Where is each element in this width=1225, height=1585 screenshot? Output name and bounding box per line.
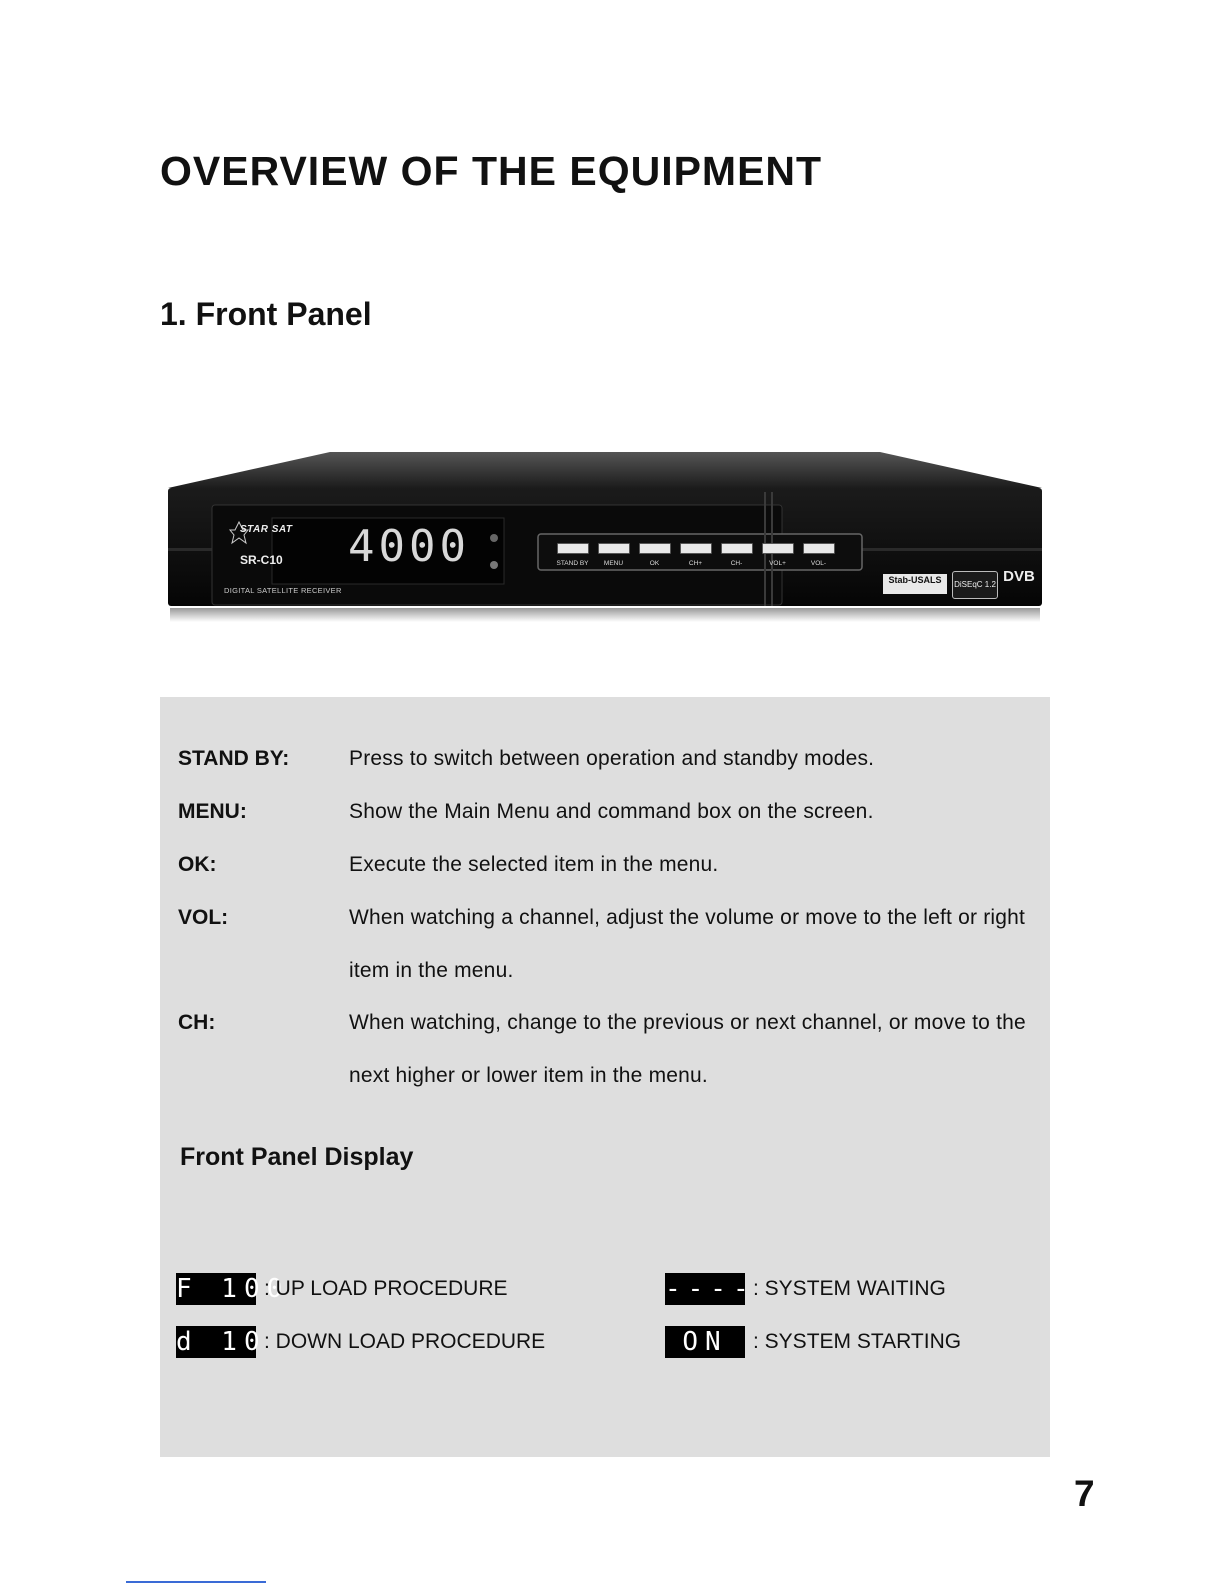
display-state-text: : SYSTEM WAITING (753, 1277, 946, 1300)
vol-up-button: VOL+ (757, 543, 798, 567)
device-type-label: DIGITAL SATELLITE RECEIVER (224, 586, 342, 595)
page-number: 7 (1074, 1473, 1095, 1514)
display-section-title: Front Panel Display (180, 1143, 414, 1171)
control-term: MENU: (178, 800, 247, 823)
control-description: Show the Main Menu and command box on the screen. (349, 800, 874, 823)
ok-button: OK (634, 543, 675, 567)
control-description: Execute the selected item in the menu. (349, 853, 719, 876)
control-term: STAND BY: (178, 747, 290, 770)
page-heading: OVERVIEW OF THE EQUIPMENT (160, 148, 823, 194)
control-term: VOL: (178, 906, 229, 929)
control-description: When watching, change to the previous or next channel, or move to the next higher or lower item in the menu. (349, 1011, 1026, 1087)
section-title: 1. Front Panel (160, 296, 372, 332)
display-state-text: : SYSTEM STARTING (753, 1330, 962, 1353)
lcd-code: ON (665, 1326, 745, 1358)
display-state-text: : UP LOAD PROCEDURE (264, 1277, 508, 1300)
control-description: When watching a channel, adjust the volume or move to the left or right item in the menu. (349, 906, 1026, 982)
lcd-code: F 100 (176, 1274, 290, 1304)
display-state-starting (665, 1326, 961, 1358)
display-state-waiting (665, 1273, 946, 1305)
usals-logo: Stab-USALS (883, 574, 947, 594)
ch-down-button: CH- (716, 543, 757, 567)
model-label: SR-C10 (240, 553, 283, 567)
front-button-row (552, 543, 839, 567)
footer-rule (126, 1581, 266, 1583)
menu-button: MENU (593, 543, 634, 567)
control-term: OK: (178, 853, 217, 876)
seven-segment-display: 4000 (348, 521, 470, 572)
vol-down-button: VOL- (798, 543, 839, 567)
dvb-logo: DVB (1003, 568, 1035, 585)
brand-logo-text: STAR SAT (240, 524, 293, 535)
control-description: Press to switch between operation and standby modes. (349, 747, 875, 770)
control-term: CH: (178, 1011, 216, 1034)
display-state-text: : DOWN LOAD PROCEDURE (264, 1330, 546, 1353)
diseqc-logo: DiSEqC 1.2 (952, 571, 998, 599)
lcd-code: d 10 (176, 1327, 267, 1357)
standby-button: STAND BY (552, 543, 593, 567)
display-state-download (176, 1326, 545, 1358)
lcd-code: ---- (665, 1274, 756, 1304)
ch-up-button: CH+ (675, 543, 716, 567)
controls-panel (160, 697, 1050, 1457)
receiver-illustration (160, 450, 1050, 630)
display-state-upload (176, 1273, 508, 1305)
